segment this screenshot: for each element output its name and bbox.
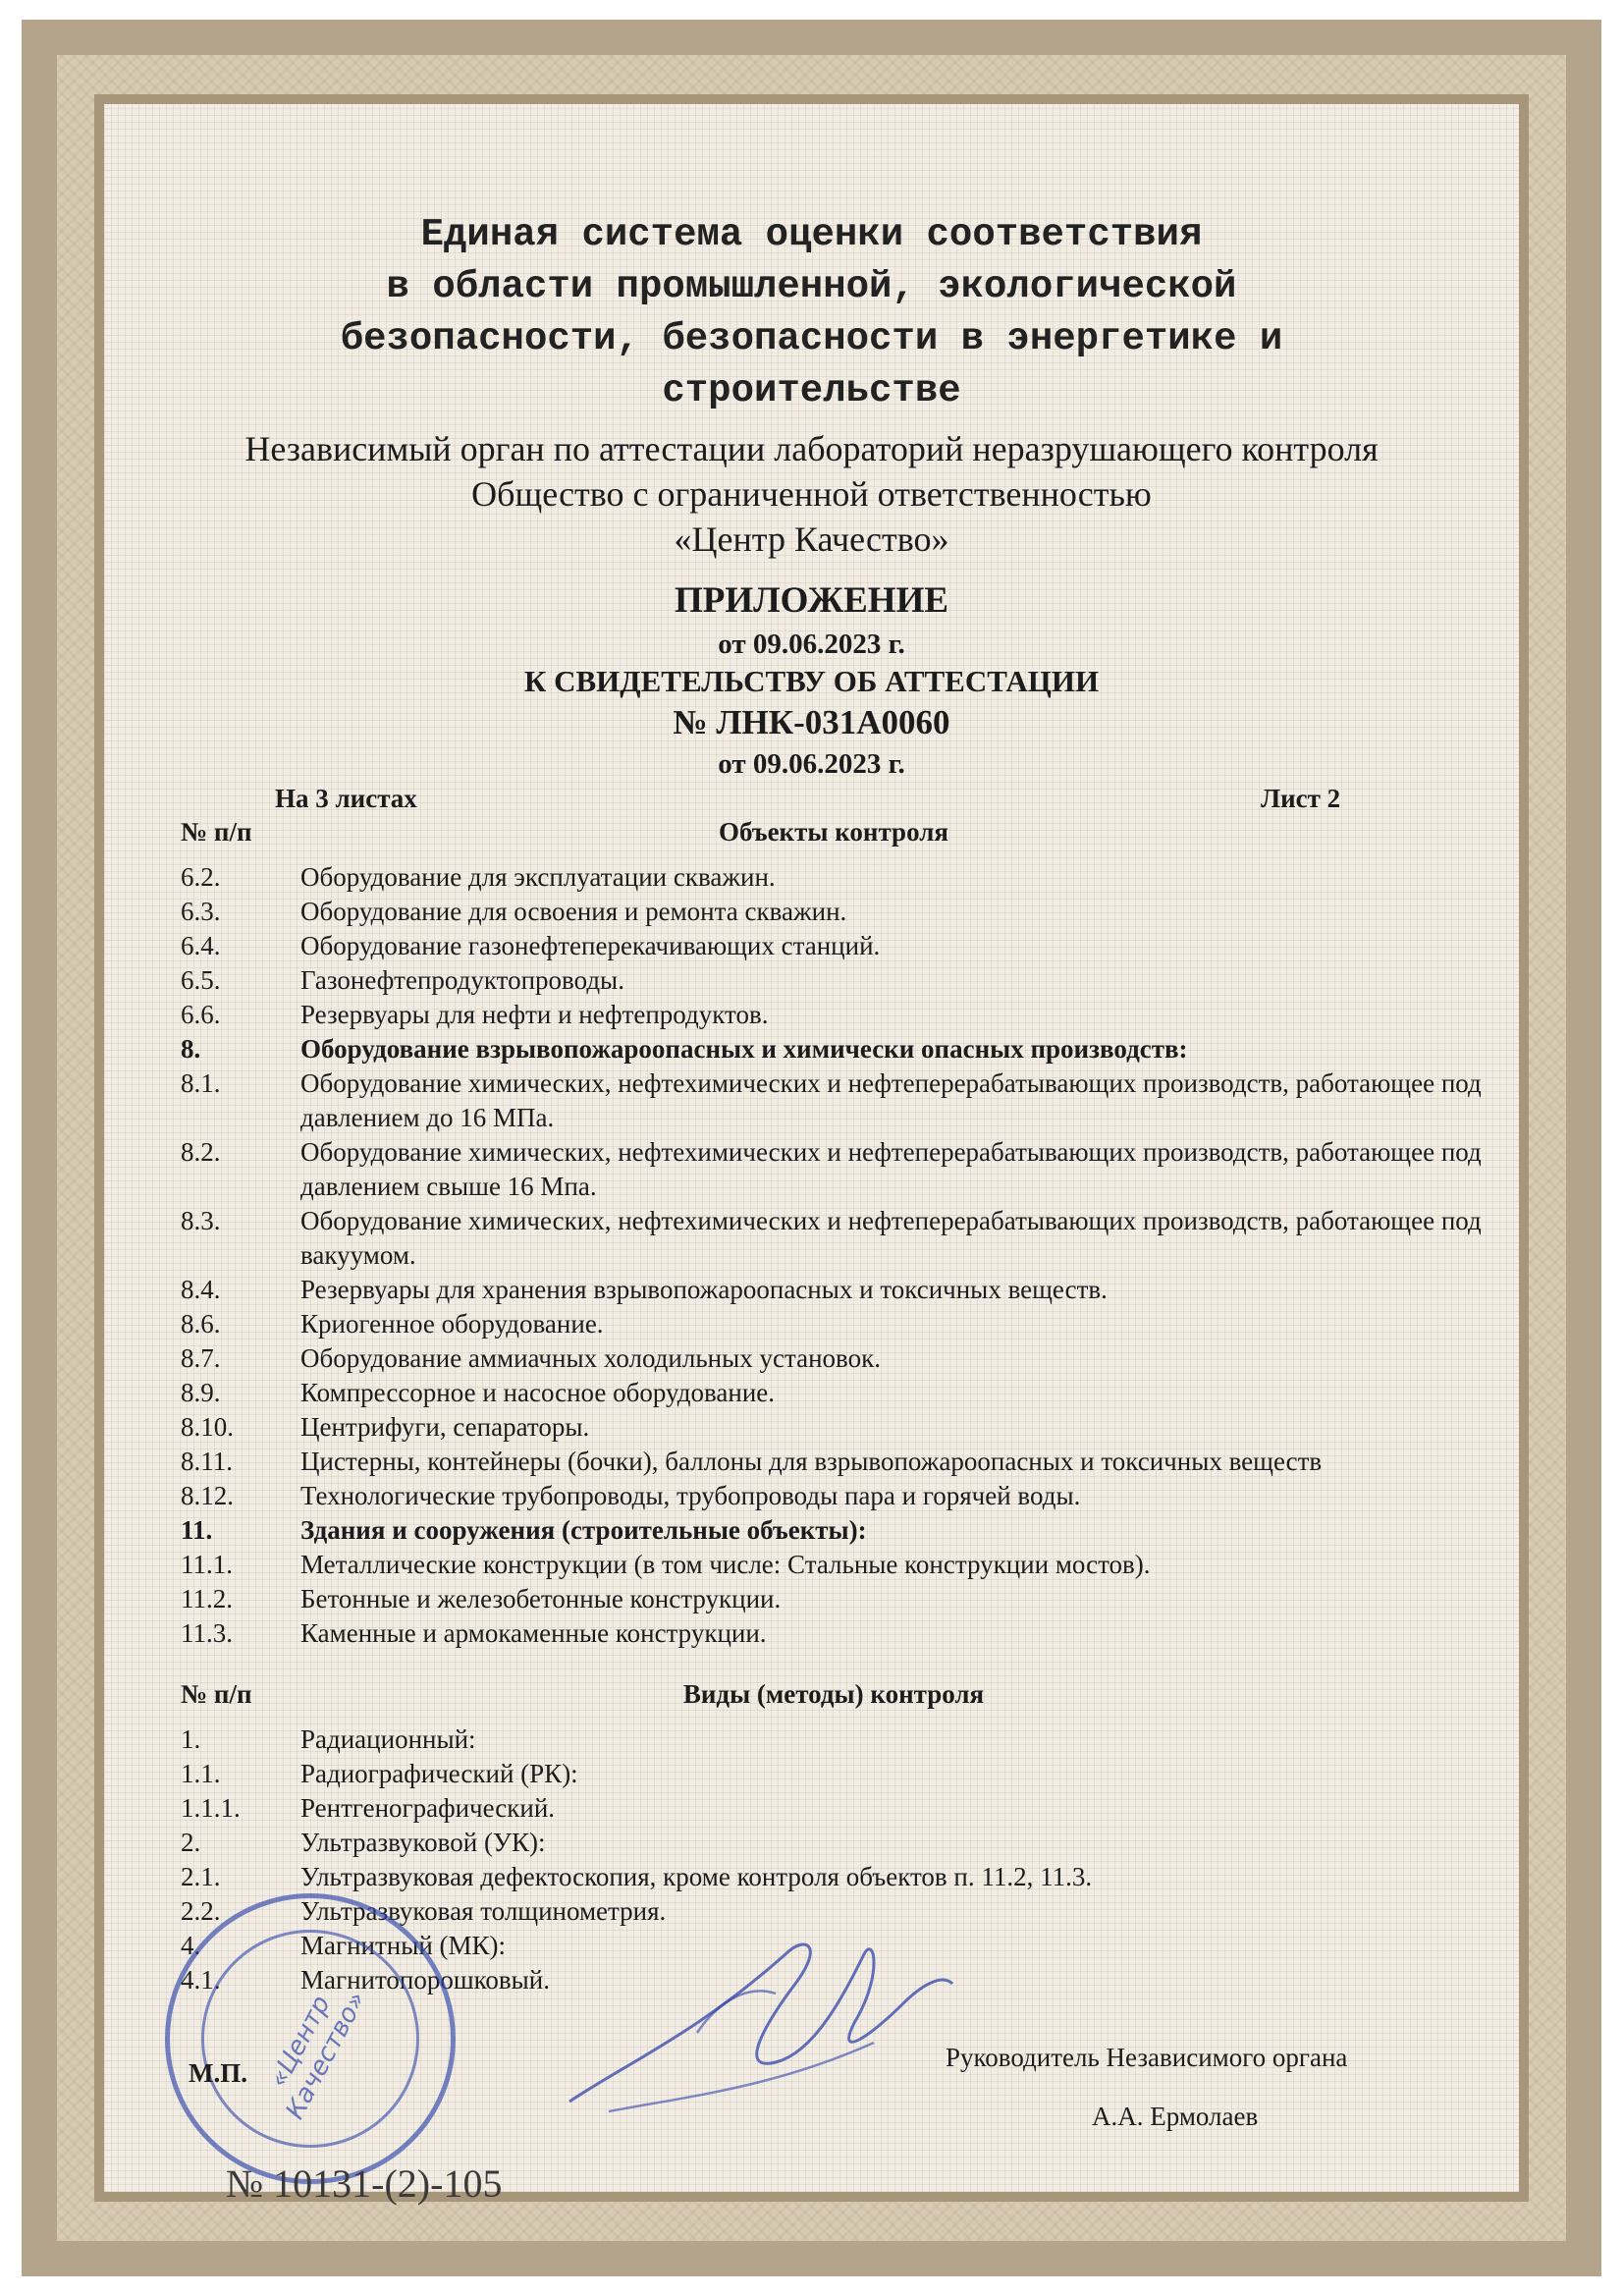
objects-row-number: 8.12. bbox=[181, 1481, 234, 1510]
methods-row-text: Магнитный (МК): bbox=[300, 1931, 507, 1960]
sheet-number: Лист 2 bbox=[1261, 784, 1341, 813]
objects-row-number: 11. bbox=[181, 1515, 213, 1545]
methods-row bbox=[181, 1826, 1487, 1860]
system-title-line-1: Единая система оценки соответствия bbox=[420, 213, 1203, 256]
objects-row bbox=[181, 1273, 1487, 1307]
appendix-title: ПРИЛОЖЕНИЕ bbox=[674, 580, 949, 621]
methods-row-text: Ультразвуковая толщинометрия. bbox=[300, 1896, 667, 1926]
sheets-total: На 3 листах bbox=[275, 784, 417, 813]
objects-row bbox=[181, 963, 1487, 998]
objects-row-text: Компрессорное и насосное оборудование. bbox=[300, 1378, 776, 1407]
system-title-line-2: в области промышленной, экологической bbox=[386, 265, 1237, 308]
objects-row-text: Оборудование газонефтеперекачивающих станций. bbox=[300, 931, 881, 960]
objects-row-text: Криогенное оборудование. bbox=[300, 1309, 604, 1339]
objects-row-text: Резервуары для нефти и нефтепродуктов. bbox=[300, 1000, 769, 1029]
objects-row-text: Оборудование для освоения и ремонта скважин. bbox=[300, 897, 847, 926]
objects-row bbox=[181, 1410, 1487, 1445]
objects-row bbox=[181, 1548, 1487, 1582]
methods-row-number: 4.1. bbox=[181, 1965, 221, 1995]
objects-row-text: Цистерны, контейнеры (бочки), баллоны для взрывопожароопасных и токсичных веществ bbox=[300, 1447, 1323, 1476]
objects-row bbox=[181, 895, 1487, 929]
objects-row bbox=[181, 1582, 1487, 1616]
methods-row-number: 1.1. bbox=[181, 1759, 221, 1788]
objects-row bbox=[181, 1445, 1487, 1479]
methods-row-text: Радиографический (РК): bbox=[300, 1759, 578, 1788]
blank-number: № 10131-(2)-105 bbox=[226, 2161, 503, 2206]
objects-row-number: 8.10. bbox=[181, 1412, 234, 1442]
stamp-center-text: «Центр Качество» bbox=[263, 1987, 372, 2124]
seal-label: М.П. bbox=[189, 2058, 247, 2088]
objects-row-number: 6.6. bbox=[181, 1000, 221, 1029]
system-title-line-4: строительстве bbox=[662, 369, 961, 412]
signer-title: Руководитель Независимого органа bbox=[946, 2043, 1348, 2072]
objects-row-text: Оборудование химических, нефтехимических и нефтеперерабатывающих производств, работающее под давлением свыше 16 Мпа. bbox=[300, 1137, 1482, 1201]
signer-name: А.А. Ермолаев bbox=[1092, 2102, 1259, 2131]
objects-row bbox=[181, 1513, 1487, 1548]
objects-row-number: 8.7. bbox=[181, 1343, 221, 1373]
objects-row-text: Технологические трубопроводы, трубопроводы пара и горячей воды. bbox=[300, 1481, 1081, 1510]
objects-row-number: 8. bbox=[181, 1034, 201, 1064]
objects-row-text: Оборудование аммиачных холодильных установок. bbox=[300, 1343, 881, 1373]
organization-name: «Центр Качество» bbox=[674, 519, 949, 559]
methods-row-text: Магнитопорошковый. bbox=[300, 1965, 550, 1995]
objects-row bbox=[181, 1204, 1487, 1273]
methods-row bbox=[181, 1860, 1487, 1894]
methods-row-text: Рентгенографический. bbox=[300, 1793, 556, 1823]
objects-heading: Объекты контроля bbox=[719, 817, 948, 847]
objects-row-number: 11.3. bbox=[181, 1618, 233, 1648]
objects-row-text: Бетонные и железобетонные конструкции. bbox=[300, 1584, 782, 1613]
objects-row bbox=[181, 1032, 1487, 1066]
stamp-inner-ring bbox=[201, 1930, 419, 2148]
objects-row-number: 8.1. bbox=[181, 1068, 221, 1098]
objects-row-number: 8.3. bbox=[181, 1206, 221, 1235]
objects-row-text: Здания и сооружения (строительные объекты): bbox=[300, 1515, 867, 1545]
methods-row-text: Ультразвуковой (УК): bbox=[300, 1828, 546, 1857]
organization-line-2: Общество с ограниченной ответственностью bbox=[471, 474, 1152, 514]
objects-row-number: 6.5. bbox=[181, 965, 221, 995]
objects-row bbox=[181, 1616, 1487, 1651]
methods-header bbox=[181, 1679, 1487, 1722]
methods-row-text: Ультразвуковая дефектоскопия, кроме контроля объектов п. 11.2, 11.3. bbox=[300, 1862, 1093, 1891]
objects-row-number: 8.2. bbox=[181, 1137, 221, 1167]
objects-row bbox=[181, 1135, 1487, 1204]
objects-row-text: Оборудование для эксплуатации скважин. bbox=[300, 862, 776, 892]
methods-row-number: 2.2. bbox=[181, 1896, 221, 1926]
objects-row-text: Оборудование взрывопожароопасных и химически опасных производств: bbox=[300, 1034, 1188, 1064]
objects-row-number: 8.11. bbox=[181, 1447, 233, 1476]
objects-row-text: Каменные и армокаменные конструкции. bbox=[300, 1618, 767, 1648]
methods-row bbox=[181, 1757, 1487, 1791]
signature-scribble bbox=[550, 1915, 962, 2131]
official-stamp bbox=[165, 1893, 456, 2184]
methods-row bbox=[181, 1722, 1487, 1757]
objects-row-number: 11.1. bbox=[181, 1550, 233, 1579]
methods-row-number: 2. bbox=[181, 1828, 201, 1857]
objects-row bbox=[181, 1341, 1487, 1376]
certificate-number: № ЛНК-031А0060 bbox=[673, 703, 950, 741]
certificate-date: от 09.06.2023 г. bbox=[718, 748, 905, 780]
methods-row-number: 1.1.1. bbox=[181, 1793, 241, 1823]
objects-row-number: 8.6. bbox=[181, 1309, 221, 1339]
system-title-line-3: безопасности, безопасности в энергетике и bbox=[340, 317, 1283, 360]
objects-row bbox=[181, 1376, 1487, 1410]
objects-row-text: Металлические конструкции (в том числе: Стальные конструкции мостов). bbox=[300, 1550, 1151, 1579]
objects-row-text: Резервуары для хранения взрывопожароопасных и токсичных веществ. bbox=[300, 1275, 1108, 1304]
organization-line-1: Независимый орган по аттестации лабораторий неразрушающего контроля bbox=[244, 429, 1379, 468]
objects-row bbox=[181, 1066, 1487, 1135]
objects-row bbox=[181, 998, 1487, 1032]
objects-row bbox=[181, 1479, 1487, 1513]
objects-row-number: 8.4. bbox=[181, 1275, 221, 1304]
objects-row bbox=[181, 1307, 1487, 1341]
objects-row-text: Центрифуги, сепараторы. bbox=[300, 1412, 590, 1442]
certificate-title: К СВИДЕТЕЛЬСТВУ ОБ АТТЕСТАЦИИ bbox=[523, 664, 1100, 698]
objects-row-number: 11.2. bbox=[181, 1584, 233, 1613]
appendix-date: от 09.06.2023 г. bbox=[718, 629, 905, 660]
methods-row-number: 2.1. bbox=[181, 1862, 221, 1891]
objects-list bbox=[181, 860, 1487, 1651]
objects-header bbox=[181, 817, 1487, 860]
methods-row bbox=[181, 1791, 1487, 1826]
objects-row-text: Газонефтепродуктопроводы. bbox=[300, 965, 624, 995]
objects-row-number: 6.2. bbox=[181, 862, 221, 892]
methods-row-text: Радиационный: bbox=[300, 1724, 476, 1754]
objects-row bbox=[181, 860, 1487, 895]
objects-col-num: № п/п bbox=[181, 817, 252, 847]
methods-col-num: № п/п bbox=[181, 1679, 252, 1709]
objects-row-text: Оборудование химических, нефтехимических и нефтеперерабатывающих производств, работающее под вакуумом. bbox=[300, 1206, 1482, 1270]
methods-row-number: 4. bbox=[181, 1931, 201, 1960]
objects-section bbox=[181, 817, 1487, 1651]
methods-row-number: 1. bbox=[181, 1724, 201, 1754]
objects-row-text: Оборудование химических, нефтехимических и нефтеперерабатывающих производств, работающее под давлением до 16 МПа. bbox=[300, 1068, 1482, 1132]
methods-heading: Виды (методы) контроля bbox=[682, 1679, 985, 1709]
objects-row-number: 6.3. bbox=[181, 897, 221, 926]
objects-row bbox=[181, 929, 1487, 963]
objects-row-number: 8.9. bbox=[181, 1378, 221, 1407]
objects-row-number: 6.4. bbox=[181, 931, 221, 960]
